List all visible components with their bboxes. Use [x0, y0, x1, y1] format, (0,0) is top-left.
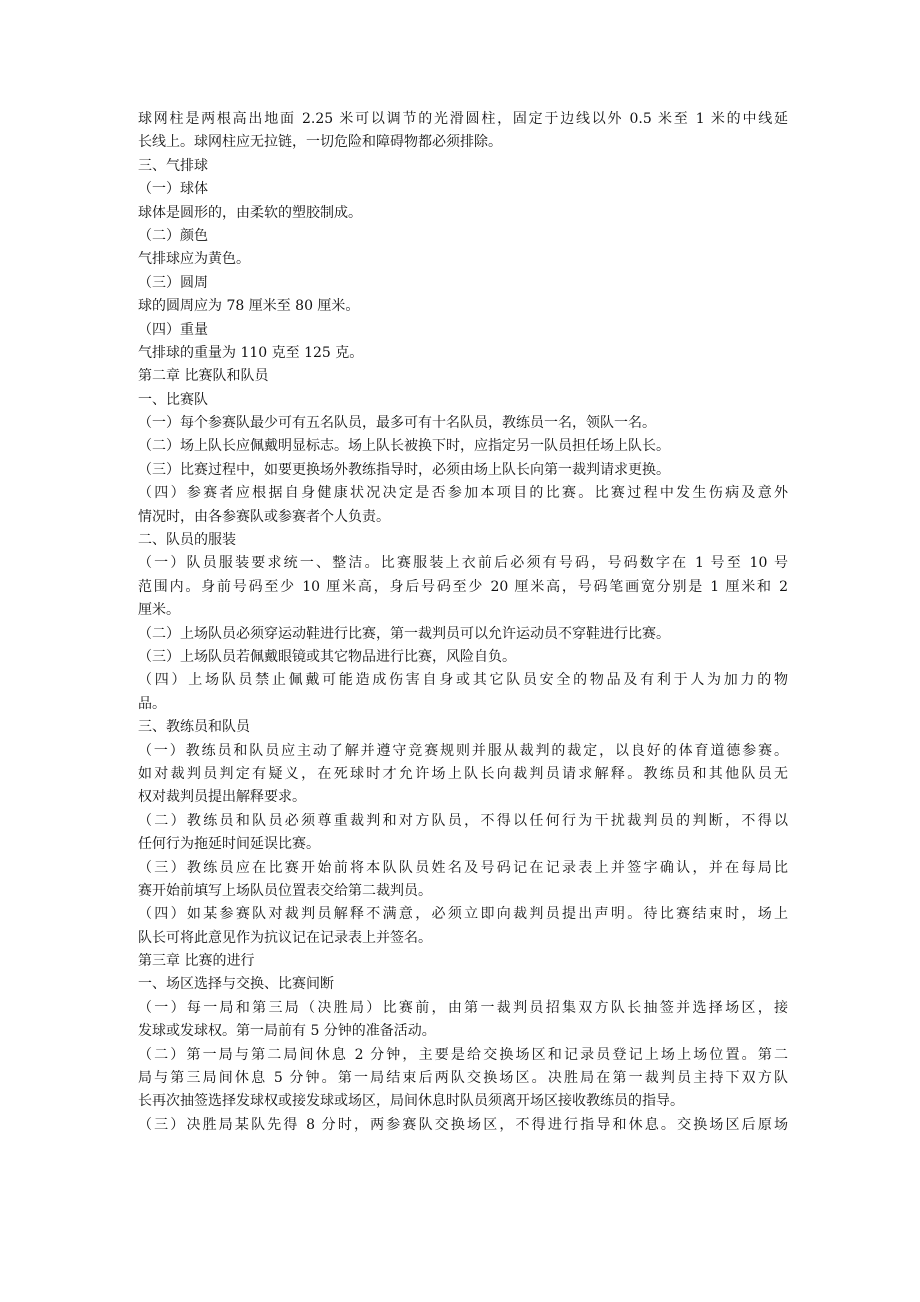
text-line: （一）球体	[138, 181, 208, 198]
text-line: 球网柱是两根高出地面 2.25 米可以调节的光滑圆柱，固定于边线以外 0.5 米至 1 米的中线延	[138, 111, 788, 127]
text-line: 局与第三局间休息 5 分钟。第一局结束后两队交换场区。决胜局在第一裁判员主持下双方队	[138, 1070, 788, 1087]
text-line: （三）圆周	[138, 274, 208, 291]
text-line: （三）上场队员若佩戴眼镜或其它物品进行比赛，风险自负。	[138, 648, 516, 665]
text-line: 第三章 比赛的进行	[138, 953, 255, 970]
text-line: 三、气排球	[138, 157, 208, 174]
text-line: 长再次抽签选择发球权或接发球或场区，局间休息时队员须离开场区接收教练员的指导。	[138, 1093, 684, 1110]
text-line: （一）每一局和第三局（决胜局）比赛前，由第一裁判员招集双方队长抽签并选择场区，接	[138, 999, 788, 1016]
text-line: 任何行为拖延时间延误比赛。	[138, 836, 320, 853]
text-line: （二）上场队员必须穿运动鞋进行比赛，第一裁判员可以允许运动员不穿鞋进行比赛。	[138, 625, 670, 642]
text-line: 长线上。球网柱应无拉链，一切危险和障碍物都必须排除。	[138, 134, 502, 151]
text-line: （四）重量	[138, 321, 208, 338]
text-line: 情况时，由各参赛队或参赛者个人负责。	[138, 508, 390, 525]
text-line: （二）教练员和队员必须尊重裁判和对方队员，不得以任何行为干扰裁判员的判断，不得以	[138, 812, 788, 829]
text-line: （一）队员服装要求统一、整洁。比赛服装上衣前后必须有号码，号码数字在 1 号至 10 号	[138, 555, 788, 572]
text-line: （二）场上队长应佩戴明显标志。场上队长被换下时，应指定另一队员担任场上队长。	[138, 438, 670, 455]
text-line: （三）教练员应在比赛开始前将本队队员姓名及号码记在记录表上并签字确认，并在每局比	[138, 859, 788, 876]
text-line: 三、教练员和队员	[138, 719, 250, 736]
text-line: （一）每个参赛队最少可有五名队员，最多可有十名队员，教练员一名，领队一名。	[138, 415, 656, 432]
text-line: （一）教练员和队员应主动了解并遵守竞赛规则并服从裁判的裁定，以良好的体育道德参赛。	[138, 742, 788, 759]
text-line: 一、场区选择与交换、比赛间断	[138, 976, 334, 993]
text-line: 发球或发球权。第一局前有 5 分钟的准备活动。	[138, 1023, 436, 1040]
text-line: 气排球应为黄色。	[138, 251, 250, 268]
text-line: 范围内。身前号码至少 10 厘米高，身后号码至少 20 厘米高，号码笔画宽分别是 1 厘米和 2	[138, 578, 788, 595]
text-line: （四）参赛者应根据自身健康状况决定是否参加本项目的比赛。比赛过程中发生伤病及意外	[138, 485, 788, 502]
text-line: 如对裁判员判定有疑义，在死球时才允许场上队长向裁判员请求解释。教练员和其他队员无	[138, 765, 788, 782]
text-line: 赛开始前填写上场队员位置表交给第二裁判员。	[138, 882, 432, 899]
text-line: （四）上场队员禁止佩戴可能造成伤害自身或其它队员安全的物品及有利于人为加力的物	[138, 672, 788, 689]
document-page	[138, 108, 788, 1137]
text-line: 品。	[138, 695, 166, 712]
text-line: 第二章 比赛队和队员	[138, 368, 269, 385]
text-line: 一、比赛队	[138, 391, 208, 408]
text-line: （三）比赛过程中，如要更换场外教练指导时，必须由场上队长向第一裁判请求更换。	[138, 461, 670, 478]
text-line: 二、队员的服装	[138, 532, 236, 549]
text-line: （二）颜色	[138, 227, 208, 244]
text-line: （四）如某参赛队对裁判员解释不满意，必须立即向裁判员提出声明。待比赛结束时，场上	[138, 906, 788, 923]
text-line: 厘米。	[138, 602, 180, 619]
text-line: （三）决胜局某队先得 8 分时，两参赛队交换场区，不得进行指导和休息。交换场区后原场	[138, 1116, 788, 1133]
text-line: 球体是圆形的，由柔软的塑胶制成。	[138, 204, 362, 221]
text-line: 球的圆周应为 78 厘米至 80 厘米。	[138, 298, 360, 315]
text-line: 队长可将此意见作为抗议记在记录表上并签名。	[138, 929, 432, 946]
text-line: 权对裁判员提出解释要求。	[138, 789, 306, 806]
text-line: 气排球的重量为 110 克至 125 克。	[138, 344, 364, 361]
text-line: （二）第一局与第二局间休息 2 分钟，主要是给交换场区和记录员登记上场上场位置。第二	[138, 1046, 788, 1063]
